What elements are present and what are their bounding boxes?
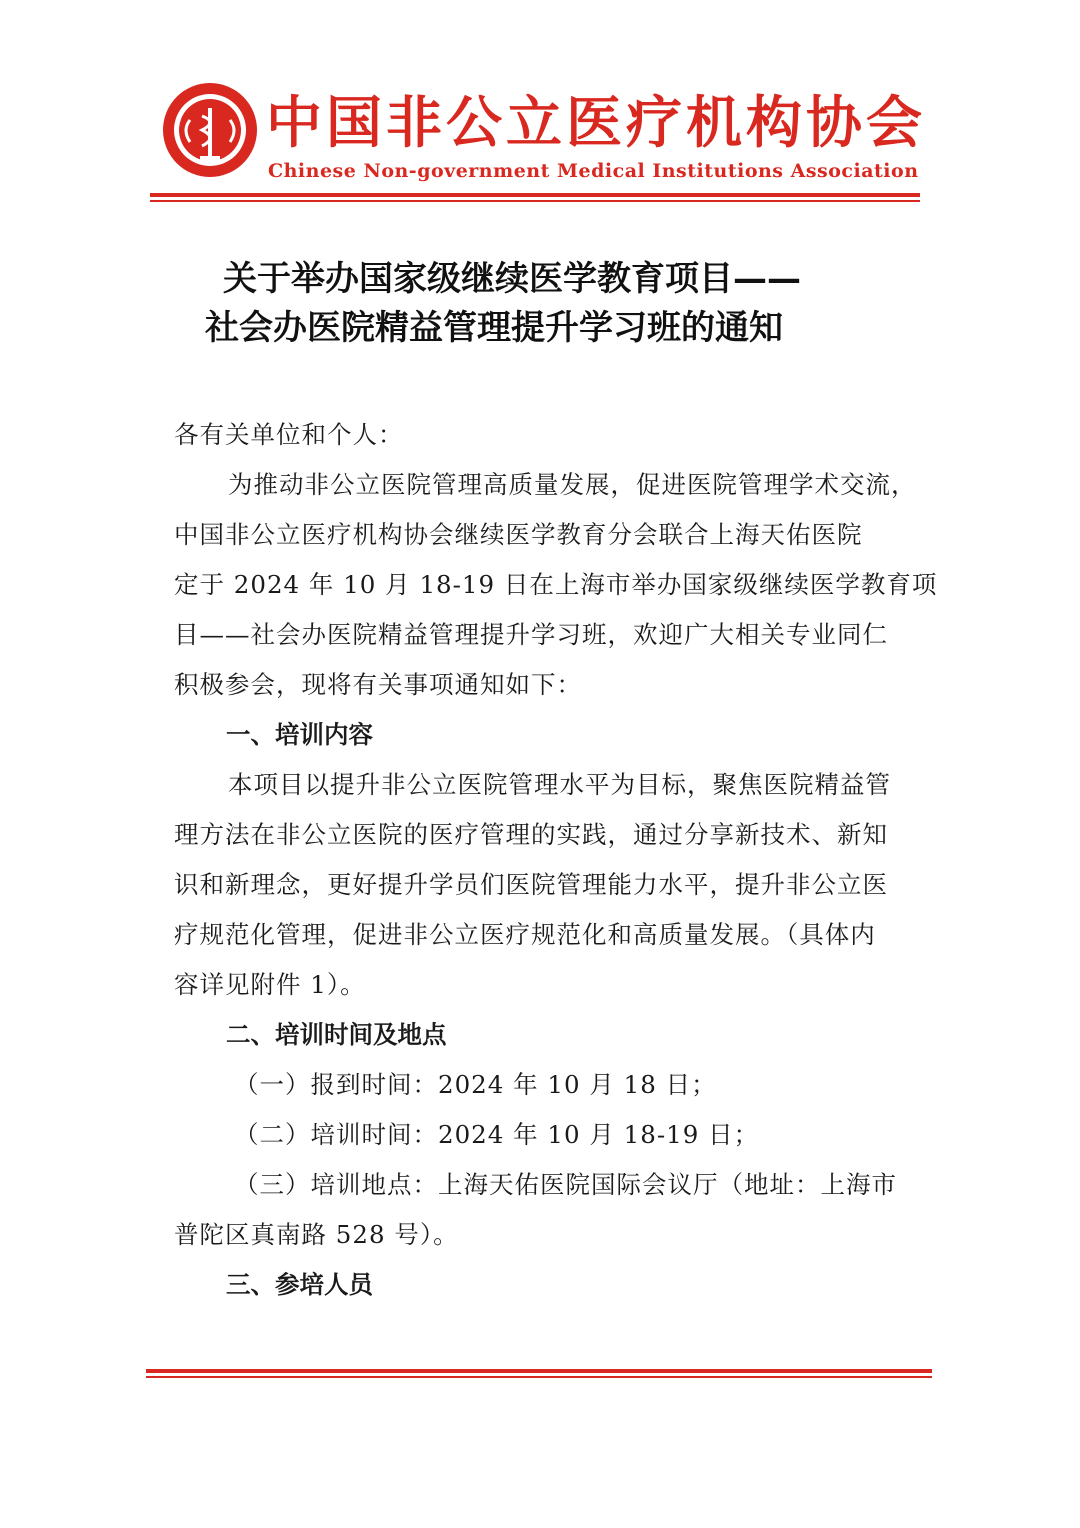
intro-line: 积极参会，现将有关事项通知如下： [174, 670, 582, 699]
association-logo [160, 72, 260, 184]
section1-heading: 一、培训内容 [226, 720, 373, 749]
organization-name-cn: 中国非公立医疗机构协会 [266, 91, 926, 156]
salutation: 各有关单位和个人： [174, 420, 404, 449]
section2-continuation: 普陀区真南路 528 号）。 [174, 1220, 459, 1249]
letterhead [0, 0, 1080, 210]
section1-line: 容详见附件 1）。 [174, 970, 366, 999]
intro-line: 定于 2024 年 10 月 18-19 日在上海市举办国家级继续医学教育项 [174, 570, 938, 599]
document-title-line1: 关于举办国家级继续医学教育项目—— [223, 259, 801, 299]
document-title-line2: 社会办医院精益管理提升学习班的通知 [205, 308, 783, 348]
intro-line: 目——社会办医院精益管理提升学习班，欢迎广大相关专业同仁 [174, 620, 888, 649]
document-body [174, 410, 938, 1310]
footer-divider [146, 1369, 932, 1379]
section2-heading: 二、培训时间及地点 [226, 1020, 447, 1049]
section2-item: （二）培训时间：2024 年 10 月 18-19 日； [234, 1120, 760, 1149]
organization-name-en: Chinese Non-government Medical Institutions Association [268, 160, 919, 182]
section1-line: 本项目以提升非公立医院管理水平为目标，聚焦医院精益管 [228, 770, 891, 799]
section1-line: 理方法在非公立医院的医疗管理的实践，通过分享新技术、新知 [174, 820, 888, 849]
section2-item: （一）报到时间：2024 年 10 月 18 日； [234, 1070, 717, 1099]
intro-line: 中国非公立医疗机构协会继续医学教育分会联合上海天佑医院 [174, 520, 863, 549]
section2-item: （三）培训地点：上海天佑医院国际会议厅（地址：上海市 [234, 1170, 897, 1199]
section1-line: 疗规范化管理，促进非公立医疗规范化和高质量发展。（具体内 [174, 920, 876, 949]
intro-line: 为推动非公立医院管理高质量发展，促进医院管理学术交流， [228, 470, 917, 499]
letterhead-divider [150, 193, 920, 203]
section1-line: 识和新理念，更好提升学员们医院管理能力水平，提升非公立医 [174, 870, 888, 899]
section3-heading: 三、参培人员 [226, 1270, 373, 1299]
